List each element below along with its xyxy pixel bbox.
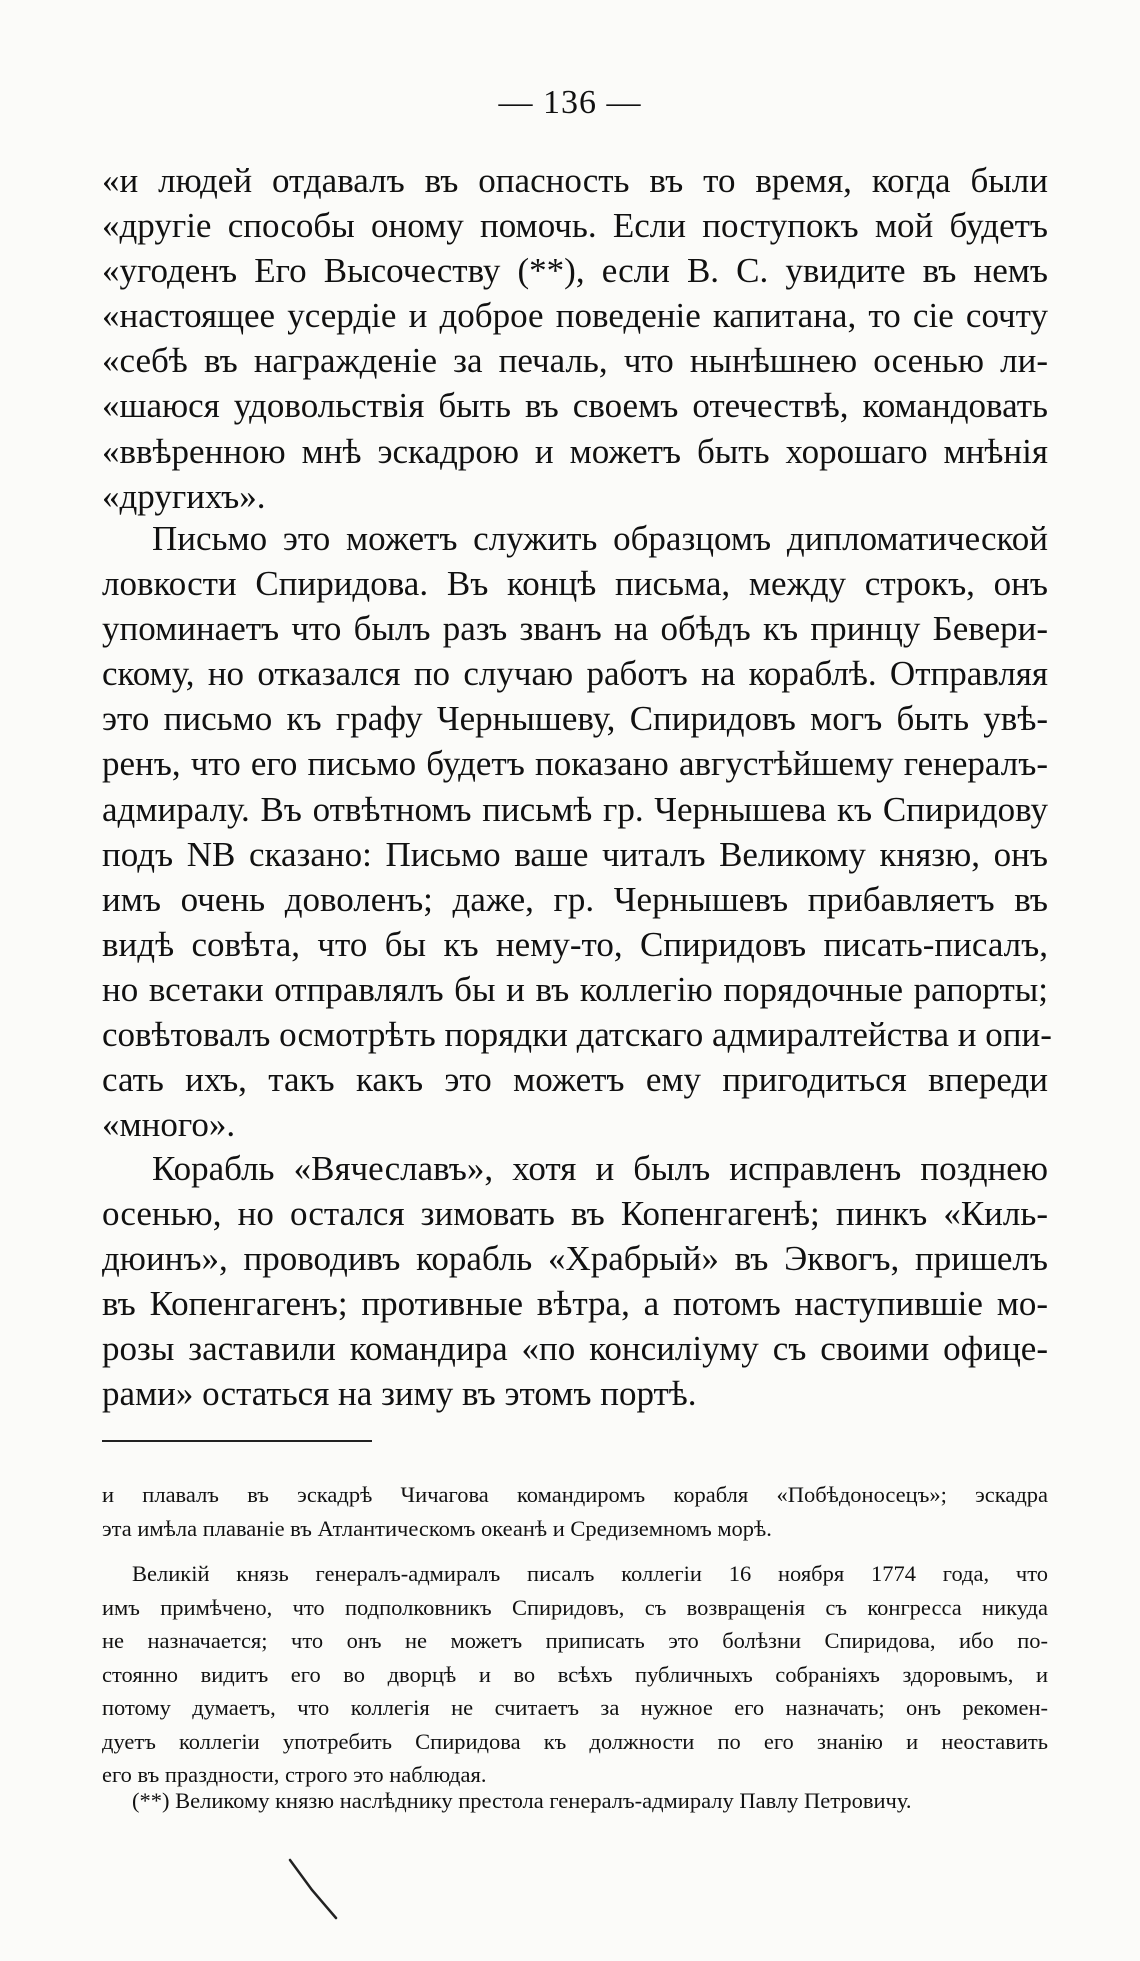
text-line: имъ очень доволенъ; даже, гр. Чернышевъ прибавляетъ въ xyxy=(102,879,1048,919)
footnote-line: стоянно видитъ его во дворцѣ и во всѣхъ публичныхъ собраніяхъ здоровымъ, и xyxy=(102,1661,1048,1687)
text-line: «и людей отдавалъ въ опасность въ то время, когда были xyxy=(102,161,1048,200)
text-line: «настоящее усердіе и доброе поведеніе капитана, то сіе сочту xyxy=(102,296,1048,336)
text-line: «себѣ въ награжденіе за печаль, что нынѣшнею осенью ли- xyxy=(102,341,1048,381)
text-line: сать ихъ, такъ какъ это можетъ ему пригодиться впереди xyxy=(102,1060,1048,1100)
text-line: но всетаки отправлялъ бы и въ коллегію порядочные рапорты; xyxy=(102,969,1048,1009)
text-line: «другихъ». xyxy=(102,476,266,516)
text-line: осенью, но остался зимовать въ Копенгагенѣ; пинкъ «Киль- xyxy=(102,1194,1048,1234)
text-line: въ Копенгагенъ; противные вѣтра, а потомъ наступившіе мо- xyxy=(102,1284,1048,1324)
text-line: «шаюся удовольствія быть въ своемъ отечествѣ, командовать xyxy=(102,386,1048,426)
text-line: упоминаетъ что былъ разъ званъ на обѣдъ къ принцу Бевери- xyxy=(102,609,1048,649)
footnote-1 xyxy=(102,1478,1048,1545)
footnote-separator xyxy=(102,1440,372,1442)
text-line: «много». xyxy=(102,1105,236,1145)
paragraph-2 xyxy=(102,516,1052,1147)
footnote-2 xyxy=(102,1557,1048,1792)
footnote-line: его въ праздности, строго это наблюдая. xyxy=(102,1762,487,1787)
text-line: «другіе способы оному помочь. Если поступокъ мой будетъ xyxy=(102,206,1048,246)
footnote-line: и плавалъ въ эскадрѣ Чичагова командиромъ корабля «Побѣдоносецъ»; эскадра xyxy=(102,1482,1048,1507)
footnote-line: не назначается; что онъ не можетъ приписать это болѣзни Спиридова, ибо по- xyxy=(102,1628,1048,1653)
pencil-stroke-mark xyxy=(286,1856,346,1926)
footnote-3 xyxy=(102,1784,1048,1818)
text-line: адмиралу. Въ отвѣтномъ письмѣ гр. Чернышева къ Спиридову xyxy=(102,789,1048,829)
text-line: совѣтовалъ осмотрѣть порядки датскаго адмиралтейства и опи- xyxy=(102,1015,1052,1055)
text-line: «ввѣренною мнѣ эскадрою и можетъ быть хорошаго мнѣнія xyxy=(102,431,1048,471)
text-line: Письмо это можетъ служить образцомъ дипломатической xyxy=(152,519,1048,558)
text-line: скому, но отказался по случаю работъ на кораблѣ. Отправляя xyxy=(102,654,1048,694)
text-line: Корабль «Вячеславъ», хотя и былъ исправленъ позднею xyxy=(152,1149,1048,1188)
text-line: ловкости Спиридова. Въ концѣ письма, между строкъ, онъ xyxy=(102,564,1048,604)
paragraph-1 xyxy=(102,158,1048,519)
footnote-line: эта имѣла плаваніе въ Атлантическомъ океанѣ и Средиземномъ морѣ. xyxy=(102,1515,772,1541)
footnote-line: имъ примѣчено, что подполковникъ Спиридовъ, съ возвращенія съ конгресса никуда xyxy=(102,1594,1048,1620)
text-line: это письмо къ графу Чернышеву, Спиридовъ могъ быть увѣ- xyxy=(102,699,1048,739)
footnote-line: (**) Великому князю наслѣднику престола генералъ-адмиралу Павлу Петровичу. xyxy=(132,1788,912,1813)
text-line: подъ NB сказано: Письмо ваше читалъ Великому князю, онъ xyxy=(102,834,1048,874)
text-line: ренъ, что его письмо будетъ показано августѣйшему генералъ- xyxy=(102,744,1048,784)
page-number: — 136 — xyxy=(498,84,642,121)
footnote-line: дуетъ коллегіи употребить Спиридова къ должности по его знанію и неоставить xyxy=(102,1728,1048,1754)
text-line: розы заставили командира «по консиліуму съ своими офице- xyxy=(102,1329,1048,1369)
footnote-line: потому думаетъ, что коллегія не считаетъ за нужное его назначать; онъ рекомен- xyxy=(102,1695,1048,1720)
paragraph-3 xyxy=(102,1146,1048,1417)
text-line: дюинъ», проводивъ корабль «Храбрый» въ Эквогъ, пришелъ xyxy=(102,1239,1048,1279)
text-line: «угоденъ Его Высочеству (**), если В. С. увидите въ немъ xyxy=(102,251,1048,291)
text-line: видѣ совѣта, что бы къ нему-то, Спиридовъ писать-писалъ, xyxy=(102,924,1048,964)
text-line: рами» остаться на зиму въ этомъ портѣ. xyxy=(102,1374,697,1414)
footnote-line: Великій князь генералъ-адмиралъ писалъ коллегіи 16 ноября 1774 года, что xyxy=(132,1561,1048,1586)
